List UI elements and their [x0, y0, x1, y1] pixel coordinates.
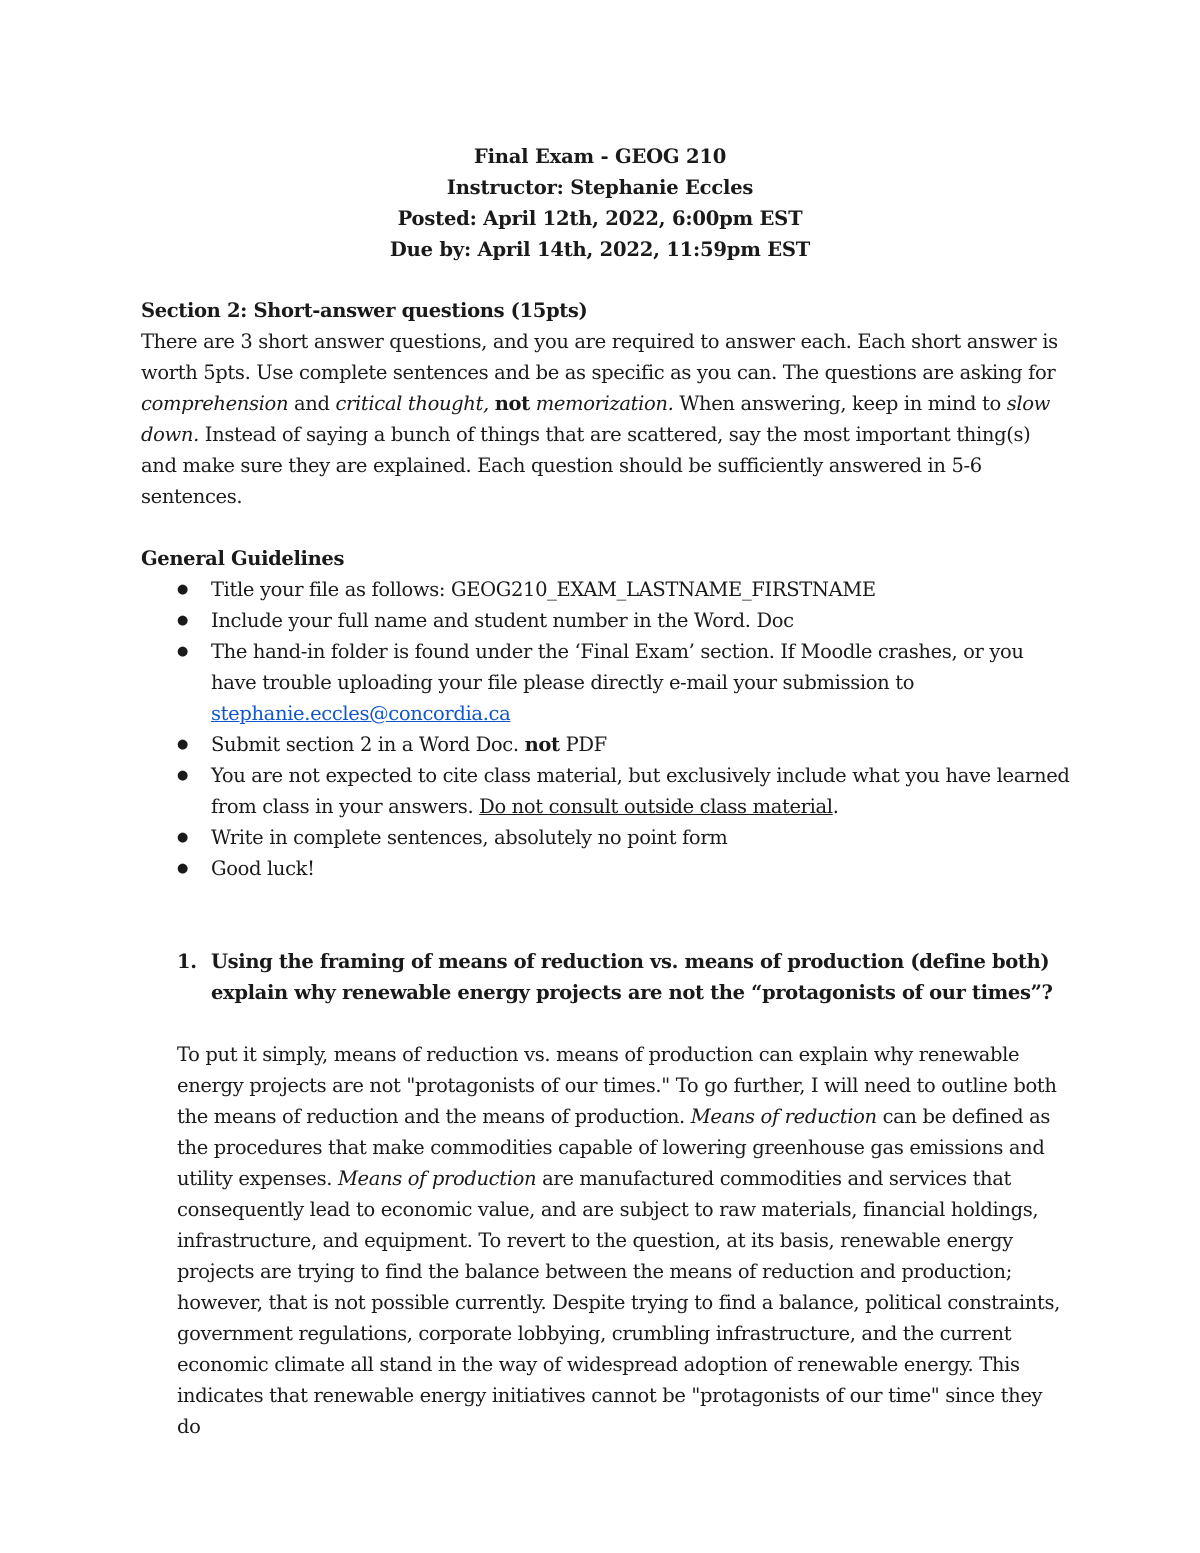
instructor-email-link[interactable]: stephanie.eccles@concordia.ca	[211, 702, 511, 725]
guideline-text: Submit section 2 in a Word Doc.	[211, 733, 525, 756]
bullet-icon: ●	[177, 861, 188, 876]
answer-1	[141, 1039, 1071, 1442]
exam-title: Final Exam - GEOG 210	[473, 145, 727, 168]
intro-emphasis-critical-thought: critical thought,	[335, 392, 489, 415]
guideline-text: .	[832, 795, 839, 818]
bullet-icon: ●	[177, 830, 188, 845]
guideline-underline: Do not consult outside class material	[479, 795, 833, 818]
question-text: Using the framing of means of reduction vs. means of production (define both) explain why renewable energy projects are not the “protagonists of our times”?	[211, 950, 1053, 1004]
bullet-icon: ●	[177, 768, 188, 783]
spacer	[141, 512, 1071, 543]
due-line: Due by: April 14th, 2022, 11:59pm EST	[389, 238, 811, 261]
answer-text: To put it simply, means of reduction vs. means of production can explain why renewable energy projects are not "protagonists of our times." To go further, I will need to outline both the means of reduction and the means of production.	[177, 1043, 1057, 1128]
answer-emphasis-means-of-production: Means of production	[337, 1167, 537, 1190]
bullet-icon: ●	[177, 582, 188, 597]
bullet-icon: ●	[177, 737, 188, 752]
intro-bold-not: not	[494, 392, 530, 415]
bullet-icon: ●	[177, 613, 188, 628]
answer-emphasis-means-of-reduction: Means of reduction	[690, 1105, 877, 1128]
intro-emphasis-memorization: memorization.	[535, 392, 674, 415]
list-item	[141, 605, 1071, 636]
spacer	[141, 884, 1071, 946]
intro-emphasis-slow-down: slow down.	[141, 392, 1051, 446]
guideline-text: Include your full name and student number in the Word. Doc	[211, 609, 794, 632]
answer-text: can be defined as the procedures that make commodities capable of lowering greenhouse gas emissions and utility expenses.	[177, 1105, 1051, 1190]
guidelines-title: General Guidelines	[141, 547, 345, 570]
guidelines-list	[141, 574, 1071, 884]
section-title: Section 2: Short-answer questions (15pts)	[141, 299, 588, 322]
list-item	[141, 636, 1071, 729]
spacer	[141, 1008, 1071, 1039]
answer-text: are manufactured commodities and services that consequently lead to economic value, and are subject to raw materials, financial holdings, infrastructure, and equipment. To revert to the question, at its basis, renewable energy projects are trying to find the balance between the means of reduction and production; however, that is not possible currently. Despite trying to find a balance, political constraints, government regulations, corporate lobbying, crumbling infrastructure, and the current economic climate all stand in the way of widespread adoption of renewable energy. This indicates that renewable energy initiatives cannot be "protagonists of our time" since they do	[177, 1167, 1060, 1438]
section-intro	[141, 326, 1071, 512]
question-number: 1.	[177, 950, 197, 973]
list-item	[141, 574, 1071, 605]
list-item	[141, 729, 1071, 760]
document-body	[141, 295, 1071, 1442]
list-item	[141, 760, 1071, 822]
guideline-text: You are not expected to cite class material, but exclusively include what you have learned from class in your answers.	[211, 764, 1070, 818]
intro-text: and	[288, 392, 336, 415]
list-item	[141, 822, 1071, 853]
instructor-line: Instructor: Stephanie Eccles	[446, 176, 754, 199]
guideline-text: PDF	[559, 733, 607, 756]
guideline-text: Title your file as follows: GEOG210_EXAM_LASTNAME_FIRSTNAME	[211, 578, 876, 601]
guideline-text: Write in complete sentences, absolutely no point form	[211, 826, 728, 849]
posted-line: Posted: April 12th, 2022, 6:00pm EST	[397, 207, 803, 230]
bullet-icon: ●	[177, 644, 188, 659]
guideline-text: Good luck!	[211, 857, 315, 880]
guideline-text: The hand-in folder is found under the ‘Final Exam’ section. If Moodle crashes, or you have trouble uploading your file please directly e-mail your submission to	[211, 640, 1024, 694]
list-item	[141, 853, 1071, 884]
intro-emphasis-comprehension: comprehension	[141, 392, 289, 415]
intro-text: Instead of saying a bunch of things that are scattered, say the most important thing(s) and make sure they are explained. Each question should be sufficiently answered in 5-6 sentences.	[141, 423, 1031, 508]
intro-text: There are 3 short answer questions, and you are required to answer each. Each short answer is worth 5pts. Use complete sentences and be as specific as you can. The questions are asking for	[141, 330, 1058, 384]
exam-header	[0, 141, 1200, 265]
question-1	[141, 946, 1071, 1008]
intro-text: When answering, keep in mind to	[673, 392, 1007, 415]
guideline-bold-not: not	[524, 733, 560, 756]
